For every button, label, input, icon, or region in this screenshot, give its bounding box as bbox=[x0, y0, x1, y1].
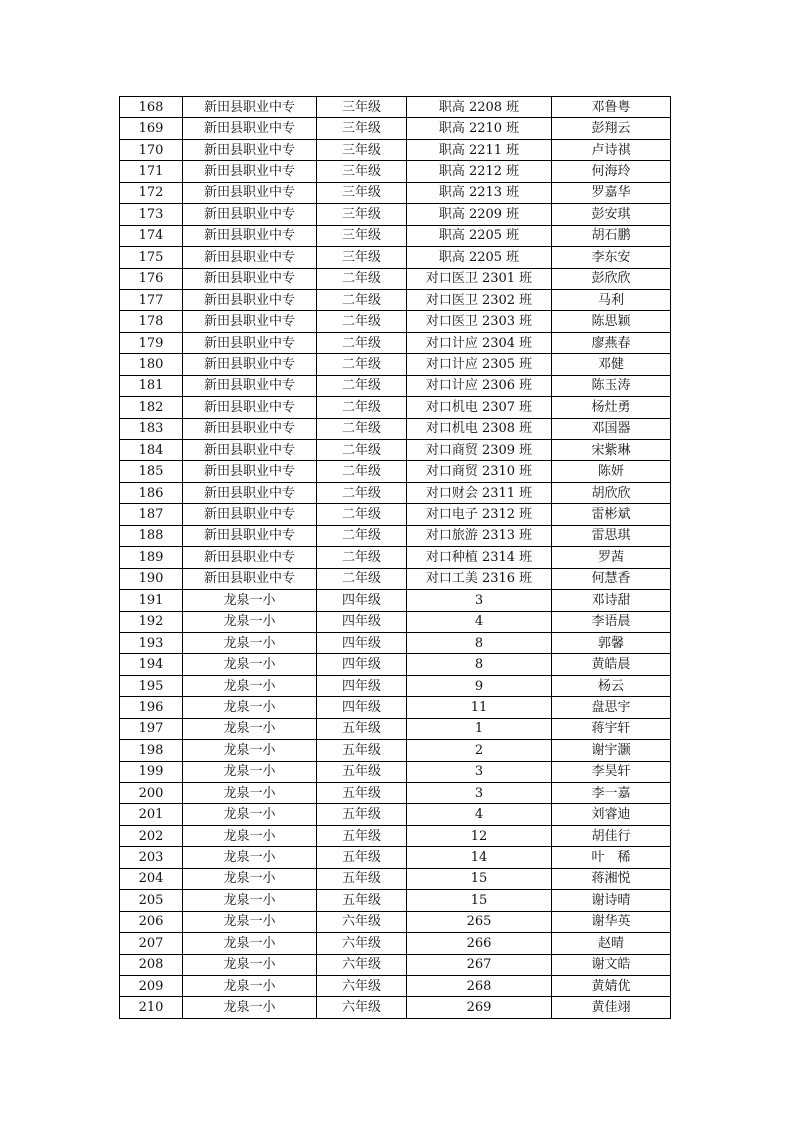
table-row bbox=[120, 418, 671, 439]
table-row bbox=[120, 718, 671, 739]
row-number-cell: 203 bbox=[120, 847, 183, 868]
grade-cell: 二年级 bbox=[317, 418, 407, 439]
class-cell: 8 bbox=[407, 632, 552, 653]
student-name-cell: 彭欣欣 bbox=[552, 268, 671, 289]
grade-cell: 四年级 bbox=[317, 611, 407, 632]
row-number-cell: 179 bbox=[120, 332, 183, 353]
row-number-cell: 198 bbox=[120, 740, 183, 761]
class-cell: 职高 2213 班 bbox=[407, 182, 552, 203]
student-name-cell: 李一嘉 bbox=[552, 783, 671, 804]
class-cell: 12 bbox=[407, 825, 552, 846]
student-name-cell: 雷彬斌 bbox=[552, 504, 671, 525]
table-row bbox=[120, 997, 671, 1018]
table-row bbox=[120, 440, 671, 461]
student-name-cell: 李昊轩 bbox=[552, 761, 671, 782]
student-name-cell: 赵晴 bbox=[552, 933, 671, 954]
grade-cell: 二年级 bbox=[317, 332, 407, 353]
school-cell: 龙泉一小 bbox=[183, 890, 317, 911]
school-cell: 龙泉一小 bbox=[183, 654, 317, 675]
student-name-cell: 罗嘉华 bbox=[552, 182, 671, 203]
class-cell: 对口财会 2311 班 bbox=[407, 482, 552, 503]
student-name-cell: 胡佳行 bbox=[552, 825, 671, 846]
student-name-cell: 谢华英 bbox=[552, 911, 671, 932]
class-cell: 职高 2210 班 bbox=[407, 118, 552, 139]
row-number-cell: 176 bbox=[120, 268, 183, 289]
grade-cell: 四年级 bbox=[317, 632, 407, 653]
grade-cell: 二年级 bbox=[317, 375, 407, 396]
grade-cell: 四年级 bbox=[317, 654, 407, 675]
student-name-cell: 谢文皓 bbox=[552, 954, 671, 975]
school-cell: 龙泉一小 bbox=[183, 675, 317, 696]
table-row bbox=[120, 182, 671, 203]
row-number-cell: 208 bbox=[120, 954, 183, 975]
grade-cell: 二年级 bbox=[317, 440, 407, 461]
student-name-cell: 谢诗晴 bbox=[552, 890, 671, 911]
school-cell: 新田县职业中专 bbox=[183, 161, 317, 182]
student-name-cell: 邓健 bbox=[552, 354, 671, 375]
grade-cell: 五年级 bbox=[317, 718, 407, 739]
table-row bbox=[120, 139, 671, 160]
grade-cell: 五年级 bbox=[317, 740, 407, 761]
student-name-cell: 黄婧优 bbox=[552, 975, 671, 996]
grade-cell: 二年级 bbox=[317, 482, 407, 503]
student-name-cell: 陈思颖 bbox=[552, 311, 671, 332]
table-row bbox=[120, 611, 671, 632]
student-name-cell: 卢诗祺 bbox=[552, 139, 671, 160]
grade-cell: 二年级 bbox=[317, 311, 407, 332]
row-number-cell: 202 bbox=[120, 825, 183, 846]
table-row bbox=[120, 697, 671, 718]
school-cell: 新田县职业中专 bbox=[183, 440, 317, 461]
school-cell: 新田县职业中专 bbox=[183, 547, 317, 568]
grade-cell: 四年级 bbox=[317, 697, 407, 718]
school-cell: 新田县职业中专 bbox=[183, 525, 317, 546]
student-name-cell: 雷思琪 bbox=[552, 525, 671, 546]
class-cell: 对口计应 2304 班 bbox=[407, 332, 552, 353]
class-cell: 对口机电 2308 班 bbox=[407, 418, 552, 439]
grade-cell: 五年级 bbox=[317, 761, 407, 782]
school-cell: 龙泉一小 bbox=[183, 804, 317, 825]
class-cell: 对口医卫 2303 班 bbox=[407, 311, 552, 332]
student-name-cell: 廖燕春 bbox=[552, 332, 671, 353]
row-number-cell: 189 bbox=[120, 547, 183, 568]
table-row bbox=[120, 332, 671, 353]
row-number-cell: 195 bbox=[120, 675, 183, 696]
student-name-cell: 宋紫琳 bbox=[552, 440, 671, 461]
class-cell: 职高 2209 班 bbox=[407, 204, 552, 225]
class-cell: 对口商贸 2309 班 bbox=[407, 440, 552, 461]
row-number-cell: 201 bbox=[120, 804, 183, 825]
school-cell: 龙泉一小 bbox=[183, 783, 317, 804]
table-row bbox=[120, 204, 671, 225]
class-cell: 对口工美 2316 班 bbox=[407, 568, 552, 589]
table-row bbox=[120, 933, 671, 954]
student-name-cell: 李东安 bbox=[552, 247, 671, 268]
student-name-cell: 何慧香 bbox=[552, 568, 671, 589]
class-cell: 对口计应 2305 班 bbox=[407, 354, 552, 375]
school-cell: 龙泉一小 bbox=[183, 975, 317, 996]
school-cell: 新田县职业中专 bbox=[183, 225, 317, 246]
student-name-cell: 彭翔云 bbox=[552, 118, 671, 139]
roster-body bbox=[120, 97, 671, 1019]
row-number-cell: 190 bbox=[120, 568, 183, 589]
grade-cell: 二年级 bbox=[317, 289, 407, 310]
school-cell: 龙泉一小 bbox=[183, 761, 317, 782]
student-name-cell: 杨灶勇 bbox=[552, 397, 671, 418]
row-number-cell: 186 bbox=[120, 482, 183, 503]
student-name-cell: 胡欣欣 bbox=[552, 482, 671, 503]
table-row bbox=[120, 354, 671, 375]
row-number-cell: 205 bbox=[120, 890, 183, 911]
class-cell: 269 bbox=[407, 997, 552, 1018]
school-cell: 新田县职业中专 bbox=[183, 482, 317, 503]
table-row bbox=[120, 654, 671, 675]
table-row bbox=[120, 675, 671, 696]
school-cell: 新田县职业中专 bbox=[183, 139, 317, 160]
row-number-cell: 199 bbox=[120, 761, 183, 782]
row-number-cell: 194 bbox=[120, 654, 183, 675]
grade-cell: 二年级 bbox=[317, 461, 407, 482]
student-name-cell: 叶 稀 bbox=[552, 847, 671, 868]
student-name-cell: 罗茜 bbox=[552, 547, 671, 568]
row-number-cell: 172 bbox=[120, 182, 183, 203]
school-cell: 新田县职业中专 bbox=[183, 311, 317, 332]
student-roster-table bbox=[119, 96, 671, 1019]
class-cell: 4 bbox=[407, 611, 552, 632]
row-number-cell: 191 bbox=[120, 590, 183, 611]
school-cell: 新田县职业中专 bbox=[183, 418, 317, 439]
school-cell: 新田县职业中专 bbox=[183, 504, 317, 525]
school-cell: 新田县职业中专 bbox=[183, 289, 317, 310]
school-cell: 新田县职业中专 bbox=[183, 461, 317, 482]
table-row bbox=[120, 289, 671, 310]
student-name-cell: 黄皓晨 bbox=[552, 654, 671, 675]
grade-cell: 二年级 bbox=[317, 568, 407, 589]
grade-cell: 二年级 bbox=[317, 504, 407, 525]
row-number-cell: 204 bbox=[120, 868, 183, 889]
row-number-cell: 181 bbox=[120, 375, 183, 396]
school-cell: 新田县职业中专 bbox=[183, 375, 317, 396]
table-row bbox=[120, 375, 671, 396]
grade-cell: 二年级 bbox=[317, 268, 407, 289]
table-row bbox=[120, 97, 671, 118]
class-cell: 职高 2208 班 bbox=[407, 97, 552, 118]
grade-cell: 三年级 bbox=[317, 204, 407, 225]
class-cell: 对口机电 2307 班 bbox=[407, 397, 552, 418]
row-number-cell: 178 bbox=[120, 311, 183, 332]
student-name-cell: 邓国器 bbox=[552, 418, 671, 439]
row-number-cell: 182 bbox=[120, 397, 183, 418]
grade-cell: 三年级 bbox=[317, 225, 407, 246]
row-number-cell: 183 bbox=[120, 418, 183, 439]
table-row bbox=[120, 890, 671, 911]
class-cell: 3 bbox=[407, 590, 552, 611]
school-cell: 新田县职业中专 bbox=[183, 118, 317, 139]
grade-cell: 三年级 bbox=[317, 97, 407, 118]
school-cell: 新田县职业中专 bbox=[183, 568, 317, 589]
class-cell: 职高 2205 班 bbox=[407, 247, 552, 268]
row-number-cell: 197 bbox=[120, 718, 183, 739]
table-row bbox=[120, 482, 671, 503]
row-number-cell: 192 bbox=[120, 611, 183, 632]
class-cell: 对口电子 2312 班 bbox=[407, 504, 552, 525]
school-cell: 龙泉一小 bbox=[183, 632, 317, 653]
class-cell: 职高 2211 班 bbox=[407, 139, 552, 160]
class-cell: 265 bbox=[407, 911, 552, 932]
table-row bbox=[120, 954, 671, 975]
school-cell: 新田县职业中专 bbox=[183, 204, 317, 225]
grade-cell: 六年级 bbox=[317, 933, 407, 954]
grade-cell: 三年级 bbox=[317, 247, 407, 268]
grade-cell: 五年级 bbox=[317, 847, 407, 868]
school-cell: 龙泉一小 bbox=[183, 825, 317, 846]
school-cell: 新田县职业中专 bbox=[183, 268, 317, 289]
table-row bbox=[120, 547, 671, 568]
school-cell: 龙泉一小 bbox=[183, 997, 317, 1018]
table-row bbox=[120, 311, 671, 332]
school-cell: 龙泉一小 bbox=[183, 954, 317, 975]
table-row bbox=[120, 504, 671, 525]
table-row bbox=[120, 975, 671, 996]
school-cell: 龙泉一小 bbox=[183, 697, 317, 718]
school-cell: 新田县职业中专 bbox=[183, 354, 317, 375]
class-cell: 3 bbox=[407, 783, 552, 804]
student-name-cell: 黄佳翊 bbox=[552, 997, 671, 1018]
school-cell: 新田县职业中专 bbox=[183, 182, 317, 203]
class-cell: 11 bbox=[407, 697, 552, 718]
class-cell: 对口种植 2314 班 bbox=[407, 547, 552, 568]
grade-cell: 二年级 bbox=[317, 397, 407, 418]
student-name-cell: 谢宇灏 bbox=[552, 740, 671, 761]
student-name-cell: 蒋宇轩 bbox=[552, 718, 671, 739]
student-name-cell: 马利 bbox=[552, 289, 671, 310]
row-number-cell: 185 bbox=[120, 461, 183, 482]
grade-cell: 六年级 bbox=[317, 954, 407, 975]
table-row bbox=[120, 461, 671, 482]
table-row bbox=[120, 118, 671, 139]
grade-cell: 五年级 bbox=[317, 783, 407, 804]
table-row bbox=[120, 804, 671, 825]
table-row bbox=[120, 825, 671, 846]
table-row bbox=[120, 225, 671, 246]
student-name-cell: 盘思宇 bbox=[552, 697, 671, 718]
table-row bbox=[120, 268, 671, 289]
row-number-cell: 196 bbox=[120, 697, 183, 718]
class-cell: 15 bbox=[407, 890, 552, 911]
table-row bbox=[120, 247, 671, 268]
grade-cell: 六年级 bbox=[317, 975, 407, 996]
student-name-cell: 蒋湘悦 bbox=[552, 868, 671, 889]
school-cell: 新田县职业中专 bbox=[183, 397, 317, 418]
school-cell: 龙泉一小 bbox=[183, 590, 317, 611]
grade-cell: 四年级 bbox=[317, 590, 407, 611]
school-cell: 龙泉一小 bbox=[183, 611, 317, 632]
row-number-cell: 171 bbox=[120, 161, 183, 182]
row-number-cell: 174 bbox=[120, 225, 183, 246]
class-cell: 9 bbox=[407, 675, 552, 696]
row-number-cell: 193 bbox=[120, 632, 183, 653]
row-number-cell: 173 bbox=[120, 204, 183, 225]
class-cell: 2 bbox=[407, 740, 552, 761]
row-number-cell: 170 bbox=[120, 139, 183, 160]
school-cell: 龙泉一小 bbox=[183, 718, 317, 739]
school-cell: 龙泉一小 bbox=[183, 933, 317, 954]
school-cell: 新田县职业中专 bbox=[183, 97, 317, 118]
class-cell: 15 bbox=[407, 868, 552, 889]
table-row bbox=[120, 632, 671, 653]
student-name-cell: 邓诗甜 bbox=[552, 590, 671, 611]
table-row bbox=[120, 161, 671, 182]
table-row bbox=[120, 868, 671, 889]
class-cell: 职高 2205 班 bbox=[407, 225, 552, 246]
school-cell: 新田县职业中专 bbox=[183, 247, 317, 268]
school-cell: 龙泉一小 bbox=[183, 847, 317, 868]
table-row bbox=[120, 761, 671, 782]
student-name-cell: 李语晨 bbox=[552, 611, 671, 632]
row-number-cell: 188 bbox=[120, 525, 183, 546]
student-name-cell: 刘睿迪 bbox=[552, 804, 671, 825]
class-cell: 对口商贸 2310 班 bbox=[407, 461, 552, 482]
row-number-cell: 207 bbox=[120, 933, 183, 954]
class-cell: 职高 2212 班 bbox=[407, 161, 552, 182]
class-cell: 对口旅游 2313 班 bbox=[407, 525, 552, 546]
grade-cell: 六年级 bbox=[317, 997, 407, 1018]
class-cell: 267 bbox=[407, 954, 552, 975]
class-cell: 14 bbox=[407, 847, 552, 868]
row-number-cell: 206 bbox=[120, 911, 183, 932]
grade-cell: 五年级 bbox=[317, 825, 407, 846]
class-cell: 对口医卫 2301 班 bbox=[407, 268, 552, 289]
student-name-cell: 胡石鹏 bbox=[552, 225, 671, 246]
student-name-cell: 何海玲 bbox=[552, 161, 671, 182]
class-cell: 268 bbox=[407, 975, 552, 996]
row-number-cell: 169 bbox=[120, 118, 183, 139]
row-number-cell: 200 bbox=[120, 783, 183, 804]
table-row bbox=[120, 847, 671, 868]
school-cell: 龙泉一小 bbox=[183, 740, 317, 761]
student-name-cell: 彭安琪 bbox=[552, 204, 671, 225]
row-number-cell: 177 bbox=[120, 289, 183, 310]
row-number-cell: 168 bbox=[120, 97, 183, 118]
grade-cell: 四年级 bbox=[317, 675, 407, 696]
class-cell: 266 bbox=[407, 933, 552, 954]
class-cell: 对口计应 2306 班 bbox=[407, 375, 552, 396]
row-number-cell: 175 bbox=[120, 247, 183, 268]
school-cell: 龙泉一小 bbox=[183, 911, 317, 932]
student-name-cell: 陈玉涛 bbox=[552, 375, 671, 396]
grade-cell: 二年级 bbox=[317, 525, 407, 546]
student-name-cell: 郭馨 bbox=[552, 632, 671, 653]
class-cell: 3 bbox=[407, 761, 552, 782]
grade-cell: 二年级 bbox=[317, 547, 407, 568]
student-name-cell: 杨云 bbox=[552, 675, 671, 696]
row-number-cell: 187 bbox=[120, 504, 183, 525]
table-row bbox=[120, 740, 671, 761]
row-number-cell: 180 bbox=[120, 354, 183, 375]
grade-cell: 五年级 bbox=[317, 890, 407, 911]
class-cell: 4 bbox=[407, 804, 552, 825]
table-row bbox=[120, 590, 671, 611]
grade-cell: 六年级 bbox=[317, 911, 407, 932]
class-cell: 8 bbox=[407, 654, 552, 675]
grade-cell: 三年级 bbox=[317, 118, 407, 139]
row-number-cell: 210 bbox=[120, 997, 183, 1018]
school-cell: 龙泉一小 bbox=[183, 868, 317, 889]
table-row bbox=[120, 525, 671, 546]
school-cell: 新田县职业中专 bbox=[183, 332, 317, 353]
grade-cell: 五年级 bbox=[317, 804, 407, 825]
student-name-cell: 邓鲁粤 bbox=[552, 97, 671, 118]
student-name-cell: 陈妍 bbox=[552, 461, 671, 482]
class-cell: 1 bbox=[407, 718, 552, 739]
table-row bbox=[120, 783, 671, 804]
grade-cell: 三年级 bbox=[317, 139, 407, 160]
grade-cell: 三年级 bbox=[317, 161, 407, 182]
row-number-cell: 209 bbox=[120, 975, 183, 996]
table-row bbox=[120, 568, 671, 589]
grade-cell: 五年级 bbox=[317, 868, 407, 889]
table-row bbox=[120, 911, 671, 932]
row-number-cell: 184 bbox=[120, 440, 183, 461]
class-cell: 对口医卫 2302 班 bbox=[407, 289, 552, 310]
table-row bbox=[120, 397, 671, 418]
grade-cell: 三年级 bbox=[317, 182, 407, 203]
grade-cell: 二年级 bbox=[317, 354, 407, 375]
